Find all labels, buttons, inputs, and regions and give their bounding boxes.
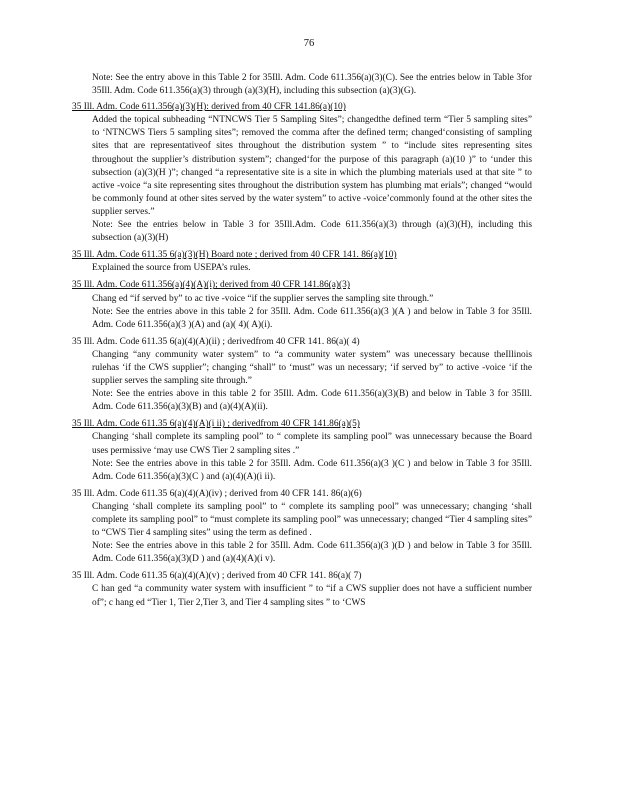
intro-note: [72, 72, 532, 98]
entry-note: Note: See the entries above in this table 2 for 35Ill. Adm. Code 611.356(a)(3 )(C ) and below in Table 3 for 35Ill. Adm. Code 611.356(a)(3)(C ) and (a)(4)(A)(i ii).: [92, 458, 532, 482]
table-entry: [72, 279, 532, 331]
entry-body: [72, 114, 532, 245]
entry-body: [72, 583, 532, 609]
entry-explanation: Changing ‘shall complete its sampling pool” to “ complete its sampling pool” was unnecessary because the Board uses permissive ‘may use CWS Tier 2 sampling sites .”: [92, 432, 532, 456]
entry-explanation: Changing “any community water system” to “a community water system” was unecessary because theIllinois rulehas ‘if the CWS supplier”; changing “shall” to ‘must” was un necessary; ‘if served by” to active -voice ‘if the supplier serves the sampling site through.”: [92, 349, 532, 387]
entry-heading: 35 Ill. Adm. Code 611.35 6(a)(4)(A)(iv) ; derived from 40 CFR 141. 86(a)(6): [72, 488, 362, 499]
entry-body: [72, 349, 532, 414]
entry-heading: 35 Ill. Adm. Code 611.35 6(a)(4)(A)(i ii) ; derivedfrom 40 CFR 141.86(a)(5): [72, 419, 360, 430]
entry-note: Note: See the entries above in this table 2 for 35Ill. Adm. Code 611.356(a)(3 )(A ) and below in Table 3 for 35Ill. Adm. Code 611.356(a)(3 )(A) and (a)( 4)( A)(i).: [92, 306, 532, 330]
entry-heading: 35 Ill. Adm. Code 611.35 6(a)(4)(A)(ii) ; derivedfrom 40 CFR 141. 86(a)( 4): [72, 336, 360, 347]
table-entry: [72, 101, 532, 245]
table-entry: [72, 488, 532, 567]
entry-heading: 35 Ill. Adm. Code 611.35 6(a)(4)(A)(v) ; derived from 40 CFR 141. 86(a)( 7): [72, 571, 362, 582]
entry-heading: 35 Ill. Adm. Code 611.356(a)(3)(H): derived from 40 CFR 141.86(a)(10): [72, 102, 346, 113]
entry-body: [72, 431, 532, 483]
entry-body: [72, 262, 532, 275]
entry-note: Note: See the entries above in this table 2 for 35Ill. Adm. Code 611.356(a)(3 )(D ) and below in Table 3 for 35Ill. Adm. Code 611.356(a)(3)(D ) and (a)(4)(A)(i v).: [92, 541, 532, 565]
entry-explanation: Changing ‘shall complete its sampling pool” to “ complete its sampling pool” was unnecessary; changing ‘shall complete its sampling pool” to “must complete its sampling pool” was unnecessary; changed “Tier 4 sampling sites” to “CWS Tier 4 sampling sites” using the term as defined .: [92, 501, 532, 539]
entry-explanation: C han ged “a community water system with insufficient ” to “if a CWS supplier does not have a sufficient number of”; c hang ed “Tier 1, Tier 2,Tier 3, and Tier 4 sampling sites ” to ‘CWS: [92, 584, 532, 608]
entry-explanation: Explained the source from USEPA’s rules.: [92, 263, 251, 274]
intro-note-text: Note: See the entry above in this Table 2 for 35Ill. Adm. Code 611.356(a)(3)(C). See the entries below in Table 3for 35Ill. Adm. Code 611.356(a)(3) through (a)(3)(H), including this subsection (a)(3)(G).: [92, 73, 532, 97]
entries-list: [72, 101, 532, 609]
entry-explanation: Added the topical subheading “NTNCWS Tier 5 Sampling Sites”; changedthe defined term “Tier 5 sampling sites” to ‘NTNCWS Tiers 5 sampling sites”; removed the comma after the defined term; changed‘consisting of sampling sites that are representativeof sites throughout the distribution system ” to “include sites representing sites throughout the supplier’s distribution system”; changed‘for the purpose of this paragraph (a)(10 )” to ‘under this subsection (a)(3)(H )”; changed “a representative site is a site in which the plumbing materials used at that site ” to active -voice “a site representing sites throughout the distribution system has plumbing mat erials”; changed “would be commonly found at other sites served by the water system” to active -voice’commonly found at the other sites the supplier serves.”: [92, 115, 532, 217]
table-entry: [72, 336, 532, 415]
entry-note: Note: See the entries below in Table 3 for 35Ill.Adm. Code 611.356(a)(3) through (a)(3)(H), including this subsection (a)(3)(H): [92, 220, 532, 244]
entry-body: [72, 501, 532, 566]
entry-heading: 35 Ill. Adm. Code 611.356(a)(4)(A)(i); derived from 40 CFR 141.86(a)(3): [72, 280, 350, 291]
entry-explanation: Chang ed “if served by” to ac tive -voice “if the supplier serves the sampling site through.”: [92, 293, 434, 304]
entry-heading: 35 Ill. Adm. Code 611.35 6(a)(3)(H) Board note ; derived from 40 CFR 141. 86(a)(10): [72, 250, 397, 261]
entry-note: Note: See the entries above in this table 2 for 35Ill. Adm. Code 611.356(a)(3)(B) and below in Table 3 for 35Ill. Adm. Code 611.356(a)(3)(B) and (a)(4)(A)(ii).: [92, 389, 532, 413]
table-entry: [72, 249, 532, 275]
page-number: 76: [303, 38, 315, 49]
page-content: [72, 72, 532, 614]
table-entry: [72, 570, 532, 609]
entry-body: [72, 293, 532, 332]
table-entry: [72, 418, 532, 483]
